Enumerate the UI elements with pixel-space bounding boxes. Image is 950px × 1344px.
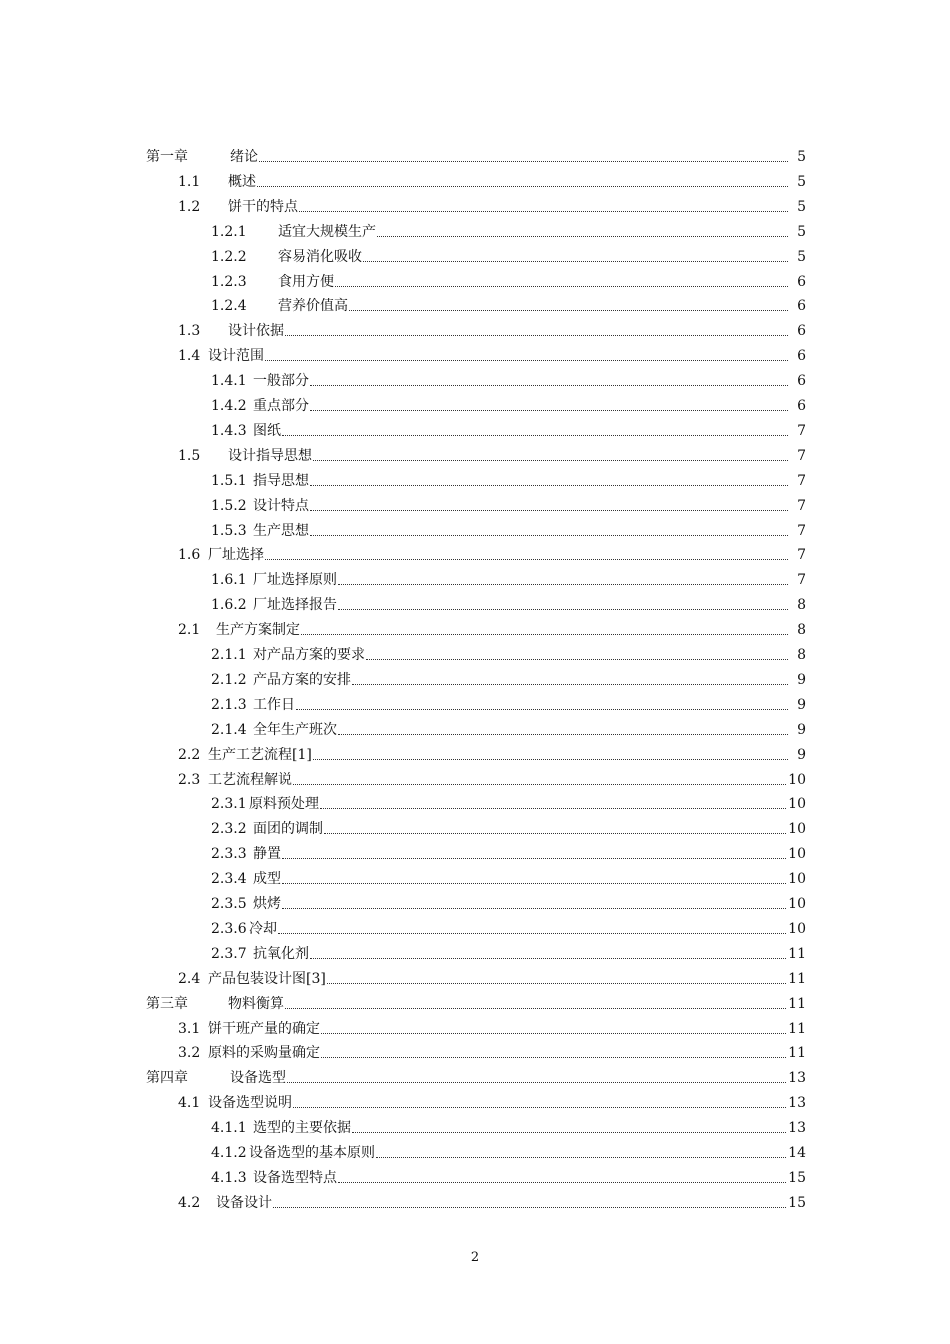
toc-entry-page: 6	[797, 298, 806, 315]
toc-entry-title: 图纸	[253, 422, 281, 439]
toc-dot-leader	[338, 597, 788, 613]
toc-entry[interactable]	[178, 543, 806, 563]
toc-dot-leader	[282, 871, 786, 887]
toc-entry[interactable]	[211, 668, 806, 688]
toc-entry-title: 一般部分	[253, 373, 309, 390]
toc-entry-page: 7	[797, 547, 806, 564]
toc-entry[interactable]	[178, 967, 806, 987]
toc-entry-number: 3.1	[178, 1020, 201, 1037]
toc-entry-page: 10	[788, 771, 806, 788]
toc-entry-number: 1.6.2	[211, 597, 247, 614]
toc-dot-leader	[285, 996, 786, 1012]
toc-entry-number: 2.3.4	[211, 871, 247, 888]
toc-dot-leader	[259, 149, 788, 165]
toc-dot-leader	[352, 1120, 786, 1136]
toc-entry-page: 8	[797, 622, 806, 639]
toc-dot-leader	[282, 846, 786, 862]
toc-entry-page: 10	[788, 920, 806, 937]
toc-entry-title: 产品包装设计图[3]	[208, 970, 326, 987]
toc-entry[interactable]	[178, 444, 806, 464]
toc-dot-leader	[293, 1095, 786, 1111]
toc-dot-leader	[310, 473, 788, 489]
toc-entry-title: 设计范围	[208, 348, 264, 365]
toc-entry-title: 重点部分	[253, 398, 309, 414]
toc-entry-page: 9	[797, 746, 806, 763]
toc-entry-page: 11	[788, 995, 806, 1012]
toc-entry-number: 4.1.3	[211, 1169, 247, 1186]
toc-dot-leader	[282, 896, 786, 912]
toc-entry[interactable]	[211, 718, 806, 738]
toc-entry-number: 1.2.2	[211, 248, 247, 265]
toc-entry-title: 对产品方案的要求	[253, 647, 365, 663]
toc-dot-leader	[321, 1021, 786, 1037]
toc-entry-page: 11	[788, 970, 806, 987]
toc-entry-number: 2.3.3	[211, 846, 247, 863]
toc-entry-title: 厂址选择报告	[253, 597, 337, 614]
toc-entry-number: 1.6.1	[211, 572, 247, 589]
toc-entry-page: 8	[797, 647, 806, 663]
toc-dot-leader	[338, 722, 788, 738]
toc-entry-number: 4.1	[178, 1095, 201, 1112]
toc-entry-page: 6	[797, 398, 806, 414]
toc-entry-number: 2.3.2	[211, 821, 247, 838]
toc-entry-number: 4.1.1	[211, 1120, 247, 1137]
toc-entry[interactable]	[211, 245, 806, 265]
toc-dot-leader	[320, 796, 786, 812]
toc-entry-page: 11	[788, 1020, 806, 1037]
toc-entry-page: 5	[797, 198, 806, 215]
toc-entry-title: 设备设计	[216, 1194, 272, 1211]
toc-entry-title: 选型的主要依据	[253, 1120, 351, 1137]
toc-entry[interactable]	[211, 394, 806, 414]
toc-entry-title: 设备选型说明	[208, 1095, 292, 1112]
toc-entry-title: 绪论	[230, 149, 258, 165]
toc-entry-title: 适宜大规模生产	[278, 223, 376, 240]
toc-entry-number: 2.4	[178, 970, 201, 987]
toc-entry[interactable]	[211, 469, 806, 489]
toc-entry-page: 13	[788, 1070, 806, 1087]
toc-entry[interactable]	[178, 768, 806, 788]
toc-entry[interactable]	[211, 519, 806, 539]
toc-dot-leader	[338, 1170, 786, 1186]
toc-entry-title: 生产思想	[253, 522, 309, 539]
toc-entry-number: 4.1.2	[211, 1145, 247, 1161]
toc-entry-title: 设备选型特点	[253, 1169, 337, 1186]
toc-entry-number: 2.3.1	[211, 796, 247, 813]
toc-entry[interactable]	[211, 568, 806, 588]
toc-entry[interactable]	[211, 294, 806, 314]
toc-entry-page: 6	[797, 273, 806, 290]
toc-entry[interactable]	[211, 1116, 806, 1136]
toc-entry[interactable]	[211, 817, 806, 837]
toc-entry-number: 1.6	[178, 547, 201, 564]
toc-dot-leader	[376, 1145, 786, 1161]
toc-entry-title: 成型	[253, 871, 281, 888]
toc-entry-number: 1.2	[178, 198, 201, 215]
toc-dot-leader	[310, 498, 788, 514]
toc-dot-leader	[299, 199, 788, 215]
toc-entry-number: 1.4.1	[211, 373, 247, 390]
toc-entry-page: 5	[797, 248, 806, 265]
toc-entry-number: 2.1.1	[211, 647, 247, 663]
toc-entry[interactable]	[178, 1041, 806, 1061]
toc-entry-number: 2.1.4	[211, 721, 247, 738]
toc-dot-leader	[377, 224, 788, 240]
toc-entry-number: 2.1	[178, 622, 201, 639]
toc-entry-page: 7	[797, 472, 806, 489]
toc-entry[interactable]	[211, 270, 806, 290]
toc-dot-leader	[349, 298, 788, 314]
toc-entry[interactable]	[178, 344, 806, 364]
toc-entry[interactable]	[211, 1166, 806, 1186]
toc-entry-title: 厂址选择原则	[253, 572, 337, 589]
toc-entry[interactable]	[211, 1141, 806, 1161]
toc-entry-title: 营养价值高	[278, 298, 348, 315]
toc-entry-number: 1.2.4	[211, 298, 247, 315]
toc-entry-title: 面团的调制	[253, 821, 323, 838]
toc-dot-leader	[301, 622, 788, 638]
toc-entry[interactable]	[211, 867, 806, 887]
toc-dot-leader	[310, 398, 788, 414]
toc-entry-title: 饼干的特点	[228, 198, 298, 215]
toc-dot-leader	[352, 672, 788, 688]
toc-entry-page: 5	[797, 223, 806, 240]
toc-dot-leader	[321, 1045, 786, 1061]
toc-entry[interactable]	[211, 494, 806, 514]
toc-entry-page: 6	[797, 373, 806, 390]
toc-entry-page: 7	[797, 422, 806, 439]
toc-entry-page: 10	[788, 871, 806, 888]
toc-dot-leader	[296, 697, 788, 713]
toc-entry-title: 设备选型的基本原则	[249, 1145, 375, 1161]
toc-dot-leader	[324, 821, 786, 837]
toc-dot-leader	[310, 946, 786, 962]
toc-entry-page: 7	[797, 572, 806, 589]
toc-entry[interactable]	[146, 1066, 806, 1086]
toc-entry-page: 7	[797, 522, 806, 539]
toc-dot-leader	[313, 448, 788, 464]
toc-dot-leader	[310, 523, 788, 539]
toc-entry-page: 11	[788, 945, 806, 962]
toc-entry-number: 2.1.2	[211, 671, 247, 688]
toc-entry-page: 5	[797, 173, 806, 190]
toc-dot-leader	[363, 249, 788, 265]
toc-entry-page: 14	[788, 1145, 806, 1161]
toc-entry-title: 工艺流程解说	[208, 771, 292, 788]
toc-entry-title: 饼干班产量的确定	[208, 1020, 320, 1037]
toc-dot-leader	[366, 647, 788, 663]
toc-dot-leader	[265, 547, 788, 563]
toc-entry-number: 1.3	[178, 323, 201, 340]
toc-entry-title: 设计依据	[228, 323, 284, 340]
toc-entry-number: 1.4	[178, 348, 201, 365]
toc-entry[interactable]	[211, 842, 806, 862]
toc-entry-number: 2.3.6	[211, 920, 247, 937]
toc-entry-number: 4.2	[178, 1194, 201, 1211]
toc-entry-page: 15	[788, 1169, 806, 1186]
toc-entry-title: 抗氧化剂	[253, 945, 309, 962]
toc-entry-title: 原料预处理	[249, 796, 319, 813]
toc-entry-number: 1.5.2	[211, 497, 247, 514]
toc-dot-leader	[265, 348, 788, 364]
toc-entry-number: 第四章	[146, 1070, 188, 1087]
toc-entry-number: 2.3.7	[211, 945, 247, 962]
toc-entry-page: 13	[788, 1095, 806, 1112]
toc-entry-number: 第三章	[146, 995, 188, 1012]
toc-entry-title: 生产方案制定	[216, 622, 300, 639]
toc-entry-number: 1.5.3	[211, 522, 247, 539]
toc-entry-title: 产品方案的安排	[253, 671, 351, 688]
toc-entry-title: 烘烤	[253, 896, 281, 912]
toc-dot-leader	[293, 772, 786, 788]
toc-entry[interactable]	[211, 693, 806, 713]
toc-entry-title: 食用方便	[278, 273, 334, 290]
toc-entry-title: 冷却	[249, 920, 277, 937]
toc-entry[interactable]	[211, 369, 806, 389]
toc-entry-title: 工作日	[253, 696, 295, 713]
toc-entry[interactable]	[178, 195, 806, 215]
toc-dot-leader	[278, 921, 786, 937]
toc-entry-page: 10	[788, 796, 806, 813]
toc-entry-number: 1.5	[178, 447, 201, 464]
toc-entry[interactable]	[211, 892, 806, 912]
toc-entry-number: 1.2.1	[211, 223, 247, 240]
toc-entry-page: 6	[797, 348, 806, 365]
toc-entry-number: 2.3	[178, 771, 201, 788]
toc-entry-number: 第一章	[146, 149, 188, 165]
toc-entry[interactable]	[211, 942, 806, 962]
toc-entry-page: 11	[788, 1045, 806, 1062]
toc-entry-page: 6	[797, 323, 806, 340]
toc-entry-number: 1.2.3	[211, 273, 247, 290]
toc-dot-leader	[310, 373, 788, 389]
toc-entry[interactable]	[178, 1191, 806, 1211]
toc-entry-number: 1.1	[178, 173, 201, 190]
toc-entry-page: 8	[797, 597, 806, 614]
toc-entry[interactable]	[211, 792, 806, 812]
toc-dot-leader	[282, 423, 788, 439]
toc-entry-title: 生产工艺流程[1]	[208, 746, 312, 763]
toc-entry[interactable]	[211, 643, 806, 663]
toc-entry[interactable]	[178, 1017, 806, 1037]
page-number: 2	[470, 1250, 480, 1265]
toc-entry-title: 静置	[253, 846, 281, 863]
toc-entry-page: 5	[797, 149, 806, 165]
toc-entry-page: 10	[788, 821, 806, 838]
toc-entry[interactable]	[178, 170, 806, 190]
toc-entry-title: 物料衡算	[228, 995, 284, 1012]
toc-dot-leader	[313, 747, 788, 763]
toc-entry-title: 概述	[228, 173, 256, 190]
toc-entry[interactable]	[146, 992, 806, 1012]
toc-entry-page: 9	[797, 696, 806, 713]
toc-entry-page: 15	[788, 1194, 806, 1211]
toc-entry[interactable]	[211, 593, 806, 613]
toc-entry[interactable]	[178, 743, 806, 763]
toc-entry-number: 2.2	[178, 746, 201, 763]
toc-entry-number: 1.4.3	[211, 422, 247, 439]
toc-entry-number: 1.4.2	[211, 398, 247, 414]
toc-dot-leader	[285, 323, 788, 339]
toc-entry-page: 7	[797, 447, 806, 464]
toc-entry-title: 原料的采购量确定	[208, 1045, 320, 1062]
toc-dot-leader	[257, 174, 788, 190]
toc-entry-number: 2.3.5	[211, 896, 247, 912]
toc-entry-title: 厂址选择	[208, 547, 264, 564]
toc-entry-page: 9	[797, 721, 806, 738]
toc-dot-leader	[335, 274, 788, 290]
toc-entry-title: 全年生产班次	[253, 721, 337, 738]
toc-entry[interactable]	[178, 618, 806, 638]
toc-entry[interactable]	[211, 220, 806, 240]
toc-dot-leader	[273, 1195, 786, 1211]
toc-entry-page: 13	[788, 1120, 806, 1137]
toc-entry[interactable]	[146, 145, 806, 165]
toc-entry-title: 设计指导思想	[228, 447, 312, 464]
toc-entry[interactable]	[211, 419, 806, 439]
toc-entry-title: 设备选型	[230, 1070, 286, 1087]
toc-entry-number: 2.1.3	[211, 696, 247, 713]
toc-entry[interactable]	[178, 1091, 806, 1111]
toc-entry-page: 7	[797, 497, 806, 514]
toc-entry[interactable]	[178, 319, 806, 339]
toc-entry-title: 设计特点	[253, 497, 309, 514]
toc-dot-leader	[338, 572, 788, 588]
toc-entry-page: 10	[788, 846, 806, 863]
toc-entry[interactable]	[211, 917, 806, 937]
toc-entry-title: 容易消化吸收	[278, 248, 362, 265]
toc-entry-page: 10	[788, 896, 806, 912]
toc-entry-title: 指导思想	[253, 472, 309, 489]
toc-entry-number: 1.5.1	[211, 472, 247, 489]
toc-entry-page: 9	[797, 671, 806, 688]
toc-entry-number: 3.2	[178, 1045, 201, 1062]
toc-dot-leader	[327, 971, 786, 987]
toc-dot-leader	[287, 1070, 786, 1086]
